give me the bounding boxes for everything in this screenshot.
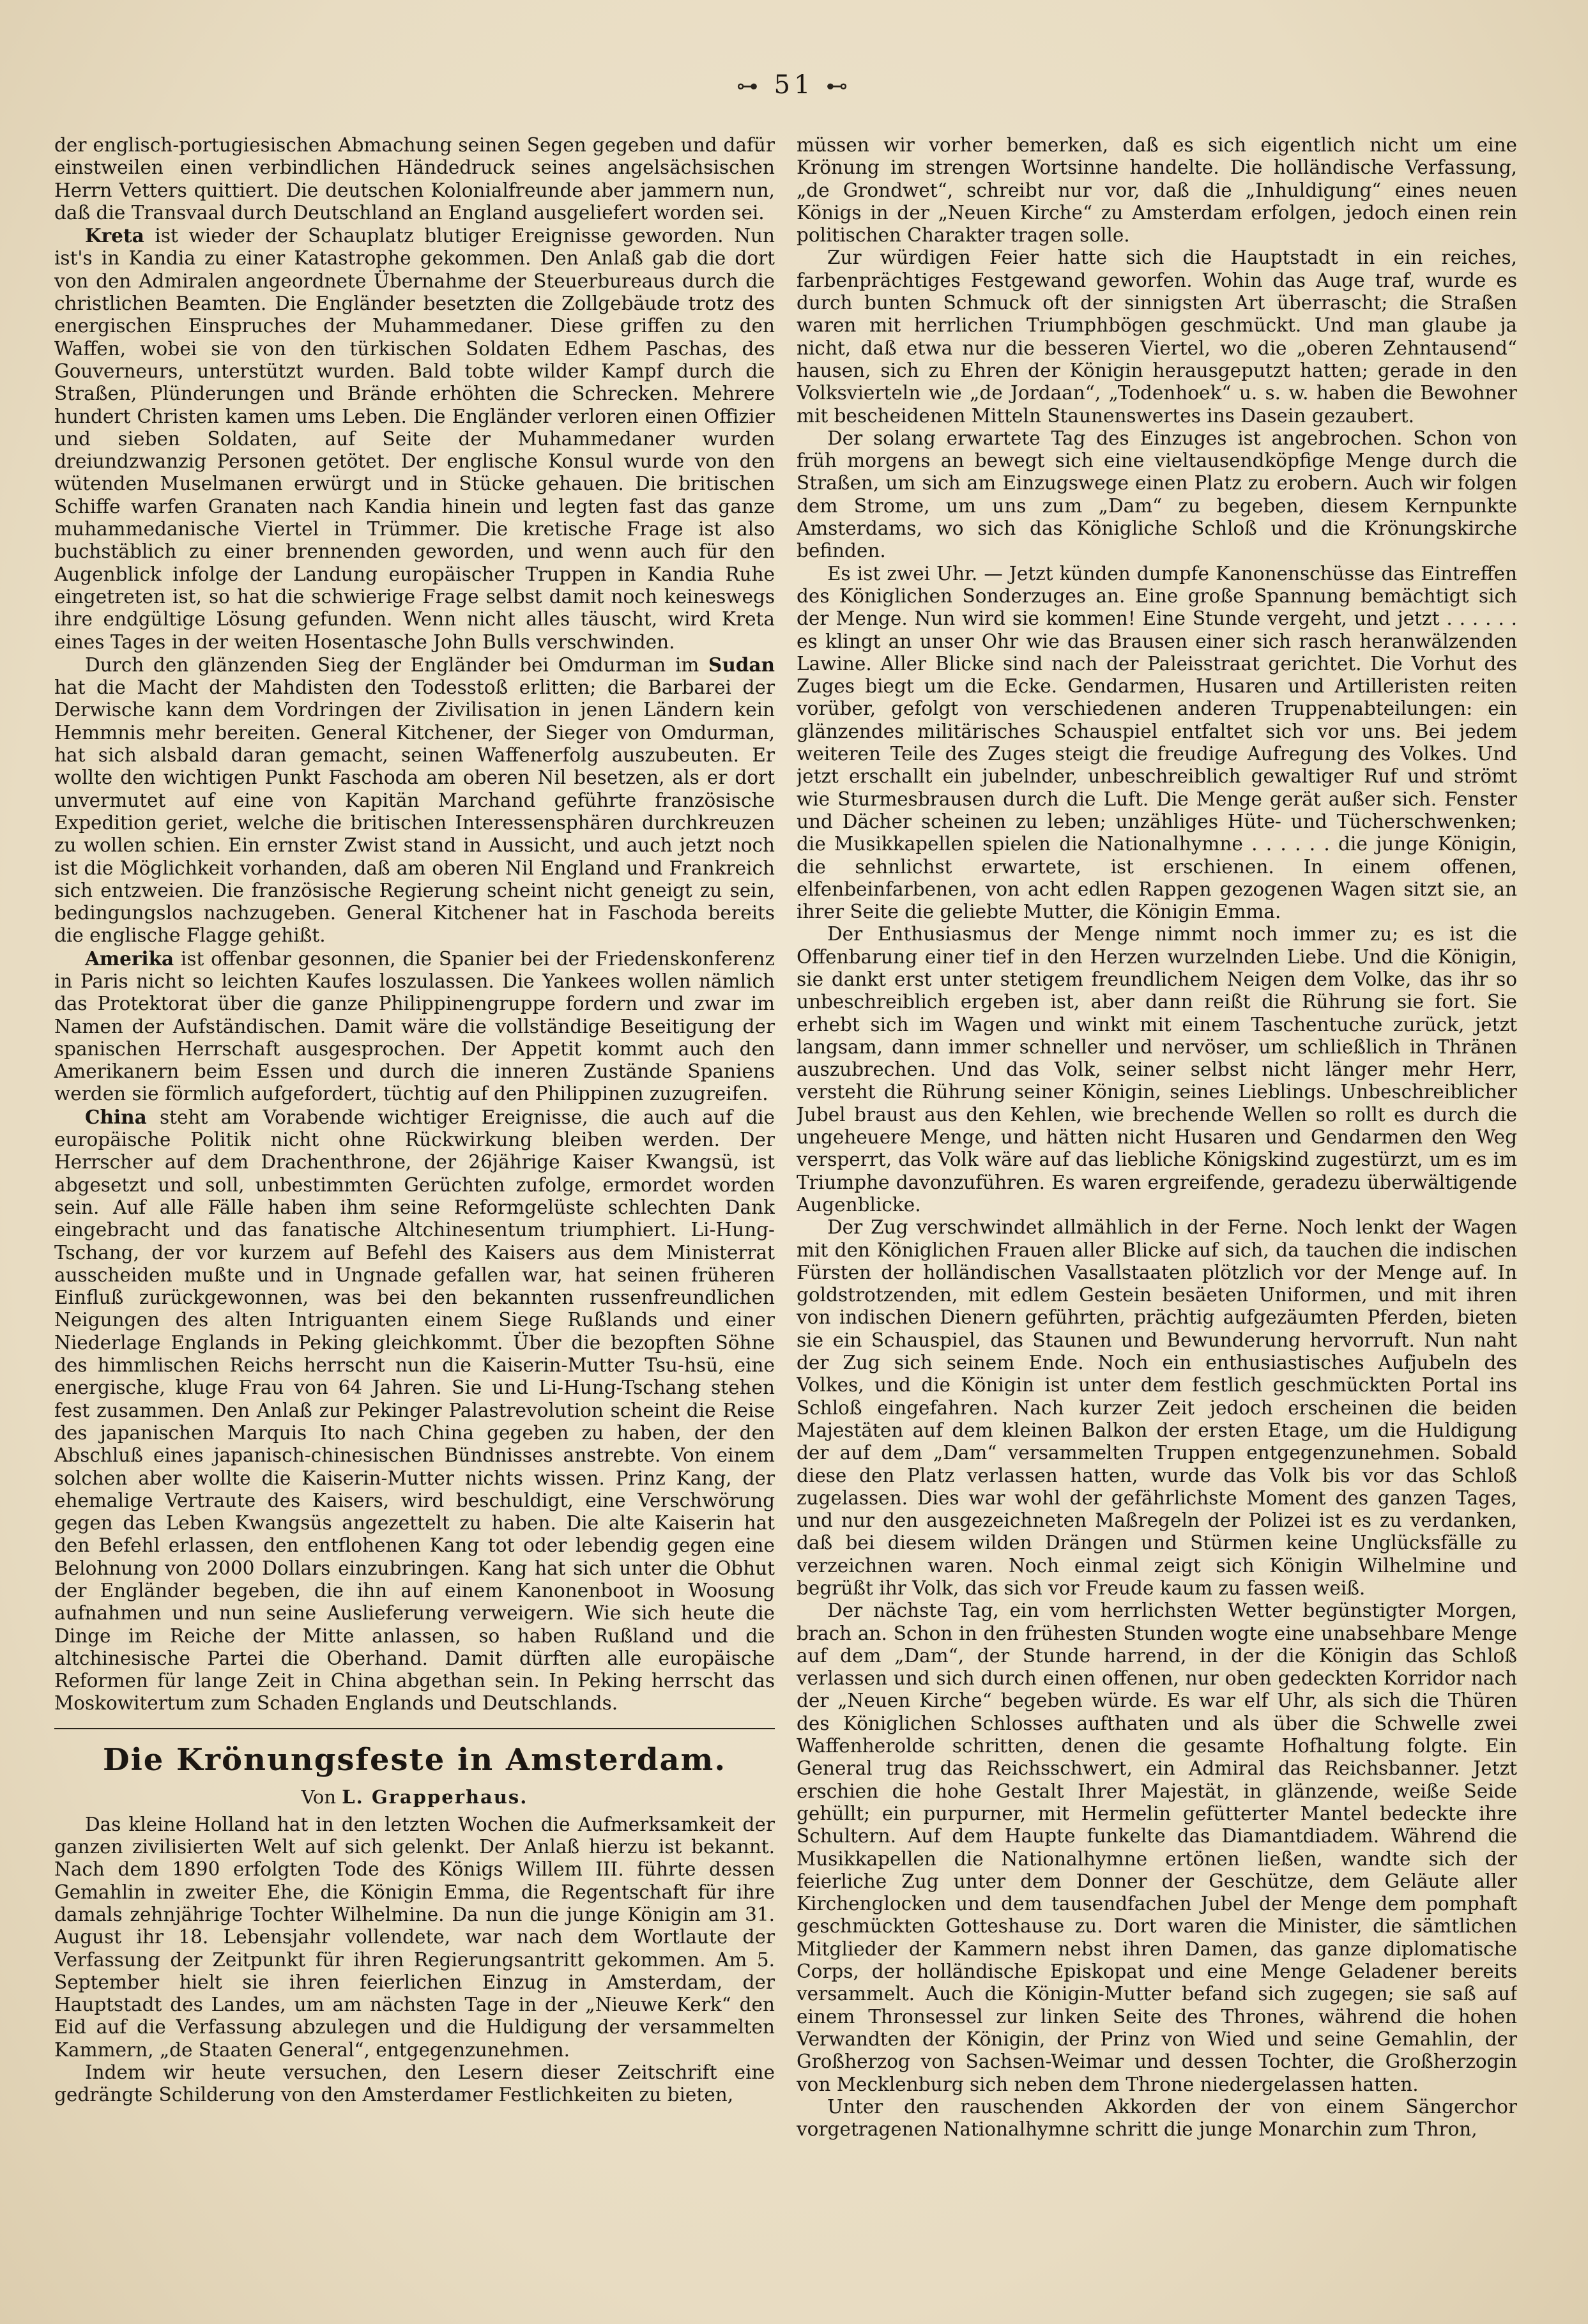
paragraph-text: steht am Vorabende wichtiger Ereignisse, die auch auf die europäische Politik nicht ohne Rückwirkung bleiben werden. Der Herrscher auf dem Drachenthrone, der 26jährige Kaiser Kwangsü, ist abgesetzt und soll, unbestimmten Gerüchten zufolge, ermordet worden sein. Auf alle Fälle haben ihm seine Reformgelüste schlechten Dank eingebracht und das fanatische Altchinesentum triumphiert. Li-Hung-Tschang, der vor kurzem auf Befehl des Kaisers aus dem Ministerrat ausscheiden mußte und in Ungnade gefallen war, hat seinen früheren Einfluß zurückgewonnen, was bei den bekannten russenfreundlichen Neigungen des alten Intriguanten einem Siege Rußlands und einer Niederlage Englands in Peking gleichkommt. Über die bezopften Söhne des himmlischen Reichs herrscht nun die Kaiserin-Mutter Tsu-hsü, eine energische, kluge Frau von 64 Jahren. Sie und Li-Hung-Tschang stehen fest zusammen. Den Anlaß zur Pekinger Palastrevolution scheint die Reise des japanischen Marquis Ito nach China gegeben zu haben, der den Abschluß eines japanisch-chinesischen Bündnisses anstrebte. Von einem solchen aber wollte die Kaiserin-Mutter nichts wissen. Prinz Kang, der ehemalige Vertraute des Kaisers, wird beschuldigt, eine Verschwörung gegen das Leben Kwangsüs angezettelt zu haben. Die alte Kaiserin hat den Befehl erlassen, den entflohenen Kang tot oder lebendig gegen eine Belohnung von 2000 Dollars einzubringen. Kang hat sich unter die Obhut der Engländer begeben, die ihn auf einem Kanonenboot in Woosung aufnahmen und nun seine Auslieferung verweigern. Wie sich heute die Dinge im Reiche der Mitte anlassen, so haben Rußland und die altchinesische Partei die Oberhand. Damit dürften alle europäische Reformen für lange Zeit in China abgethan sein. In Peking herrscht das Moskowitertum zum Schaden Englands und Deutschlands. <box>54 1106 775 1715</box>
paragraph: Der solang erwartete Tag des Einzuges ist angebrochen. Schon von früh morgens an bewegt sich eine vieltausendköpfige Menge durch die Straßen, um sich am Einzugswege einen Platz zu erobern. Auch wir folgen dem Strome, um uns zum „Dam“ zu begeben, diesem Kernpunkte Amsterdams, wo sich das Königliche Schloß und die Krönungskirche befinden. <box>797 427 1517 562</box>
paragraph-amerika <box>54 947 775 1106</box>
byline-prefix: Von <box>301 1785 337 1808</box>
paragraph-text: ist wieder der Schauplatz blutiger Ereignisse geworden. Nun ist's in Kandia zu einer Katastrophe gekommen. Den Anlaß gab die dort von den Admiralen angeordnete Übernahme der Steuerbureaus durch die christlichen Beamten. Die Engländer besetzten die Zollgebäude trotz des energischen Einspruches der Muhammedaner. Diese griffen zu den Waffen, wobei sie von den türkischen Soldaten Edhem Paschas, des Gouverneurs, unterstützt wurden. Bald tobte wilder Kampf durch die Straßen, Plünderungen und Brände erhöhten die Schrecken. Mehrere hundert Christen kamen ums Leben. Die Engländer verloren einen Offizier und sieben Soldaten, auf Seite der Muhammedaner wurden dreiundzwanzig Personen getötet. Der englische Konsul wurde von den wütenden Muselmanen erwürgt und in Stücke gehauen. Die britischen Schiffe warfen Granaten nach Kandia hinein und legten fast das ganze muhammedanische Viertel in Trümmer. Die kretische Frage ist also buchstäblich zu einer brennenden geworden, und wenn auch für den Augenblick infolge der Landung europäischer Truppen in Kandia Ruhe eingetreten ist, so hat die schwierige Frage selbst damit noch keineswegs ihre endgültige Lösung gefunden. Wenn nicht alles täuscht, wird Kreta eines Tages in der weiten Hosentasche John Bulls verschwinden. <box>54 225 775 653</box>
paragraph: Das kleine Holland hat in den letzten Wochen die Aufmerksamkeit der ganzen zivilisierten Welt auf sich gelenkt. Der Anlaß hierzu ist bekannt. Nach dem 1890 erfolgten Tode des Königs Willem III. führte dessen Gemahlin in zweiter Ehe, die Königin Emma, die Regentschaft für ihre damals zehnjährige Tochter Wilhelmine. Da nun die junge Königin am 31. August ihr 18. Lebensjahr vollendete, war nach dem Wortlaute der Verfassung der Zeitpunkt für ihren Regierungsantritt gekommen. Am 5. September hielt sie ihren feierlichen Einzug in Amsterdam, der Hauptstadt des Landes, um am nächsten Tage in der „Nieuwe Kerk“ den Eid auf die Verfassung abzulegen und die Huldigung der versammelten Kammern, „de Staaten General“, entgegenzunehmen. <box>54 1813 775 2061</box>
keyword-china: China <box>85 1105 147 1128</box>
page-number: 51 <box>774 70 814 100</box>
paragraph-text: ist offenbar gesonnen, die Spanier bei der Friedenskonferenz in Paris nicht so leichten Kaufes loszulassen. Die Yankees wollen nämlich das Protektorat über die ganze Philippinengruppe fordern und zwar im Namen der Aufständischen. Damit wäre die vollständige Beseitigung der spanischen Herrschaft ausgesprochen. Der Appetit kommt auch den Amerikanern beim Essen und durch die inneren Zustände Spaniens werden sie förmlich aufgefordert, tüchtig auf den Philippinen zuzugreifen. <box>54 947 775 1105</box>
paragraph-kreta <box>54 224 775 654</box>
paragraph: Der nächste Tag, ein vom herrlichsten Wetter begünstigter Morgen, brach an. Schon in den frühesten Stunden wogte eine unabsehbare Menge auf dem „Dam“, der Stunde harrend, in der die Königin das Schloß verlassen und sich durch einen offenen, nur oben gedeckten Korridor nach der „Neuen Kirche“ begeben würde. Es war elf Uhr, als sich die Thüren des Königlichen Schlosses aufthaten und als über die Schwelle zwei Waffenherolde schritten, denen die gesamte Hofhaltung folgte. Ein General trug das Reichsschwert, ein Admiral das Reichsbanner. Jetzt erschien die hohe Gestalt Ihrer Majestät, in glänzende, weiße Seide gehüllt; ein purpurner, mit Hermelin gefütterter Mantel bedeckte ihre Schultern. Auf dem Haupte funkelte das Diamantdiadem. Während die Musikkapellen die Nationalhymne ertönen ließen, wandte sich der feierliche Zug unter dem Donner der Geschütze, dem Geläute aller Kirchenglocken und dem tausendfachen Jubel der Menge dem pomphaft geschmückten Gotteshause zu. Dort waren die Minister, die sämtlichen Mitglieder der Kammern nebst ihren Damen, das ganze diplomatische Corps, der holländische Episkopat und eine Menge Geladener bereits versammelt. Auch die Königin-Mutter befand sich zugegen; sie saß auf einem Thronsessel zur linken Seite des Thrones, während die hohen Verwandten der Königin, der Prinz von Wied und seine Gemahlin, der Großherzog von Sachsen-Weimar und dessen Tochter, die Großherzogin von Mecklenburg sich neben dem Throne niedergelassen hatten. <box>797 1600 1517 2095</box>
keyword-sudan: Sudan <box>708 653 775 676</box>
paragraph: Der Enthusiasmus der Menge nimmt noch immer zu; es ist die Offenbarung einer tief in den Herzen wurzelnden Liebe. Und die Königin, sie dankt erst unter stetigem freundlichem Neigen dem Volke, das ihr so unbeschreiblich ergeben ist, aber dann reißt die Rührung sie fort. Sie erhebt sich im Wagen und winkt mit einem Taschentuche zurück, jetzt langsam, dann immer schneller und nervöser, um schließlich in Thränen auszubrechen. Und das Volk, seiner selbst nicht länger mehr Herr, versteht die Rührung seiner Königin, seines Lieblings. Unbeschreiblicher Jubel braust aus den Kehlen, wie brechende Wellen so rollt es durch die ungeheuere Menge, und hätten nicht Husaren und Gendarmen den Weg versperrt, das Volk wäre auf das liebliche Königskind zugestürzt, um es im Triumphe davonzuführen. Es waren ergreifende, geradezu überwältigende Augenblicke. <box>797 923 1517 1216</box>
section-divider <box>54 1728 775 1729</box>
paragraph: müssen wir vorher bemerken, daß es sich eigentlich nicht um eine Krönung im strengen Wortsinne handelte. Die holländische Verfassung, „de Grondwet“, schreibt nur vor, daß die „Inhuldigung“ eines neuen Königs in der „Neuen Kirche“ zu Amsterdam erfolgen, jedoch einen rein politischen Charakter tragen solle. <box>797 134 1517 247</box>
paragraph: Unter den rauschenden Akkorden der von einem Sängerchor vorgetragenen Nationalhymne schritt die junge Monarchin zum Thron, <box>797 2095 1517 2141</box>
right-column <box>797 134 1517 2293</box>
byline-author: L. Grapperhaus. <box>342 1785 528 1808</box>
paragraph-sudan <box>54 654 775 947</box>
paragraph-text: Durch den glänzenden Sieg der Engländer bei Omdurman im <box>85 654 699 676</box>
left-ornament-icon: ⊶ <box>736 73 762 99</box>
article-title: Die Krönungsfeste in Amsterdam. <box>102 1741 727 1778</box>
paragraph: Indem wir heute versuchen, den Lesern dieser Zeitschrift eine gedrängte Schilderung von den Amsterdamer Festlichkeiten zu bieten, <box>54 2061 775 2106</box>
paragraph-text: hat die Macht der Mahdisten den Todesstoß erlitten; die Barbarei der Derwische kann dem Vordringen der Zivilisation in jenen Ländern kein Hemmnis mehr bereiten. General Kitchener, der Sieger von Omdurman, hat sich alsbald daran gemacht, seinen Waffenerfolg auszubeuten. Er wollte den wichtigen Punkt Faschoda am oberen Nil besetzen, als er dort unvermutet auf eine von Kapitän Marchand geführte französische Expedition geriet, welche die britischen Interessensphären durchkreuzen zu wollen schien. Ein ernster Zwist stand in Aussicht, und auch jetzt noch ist die Möglichkeit vorhanden, daß am oberen Nil England und Frankreich sich entzweien. Die französische Regierung scheint nicht geneigt zu sein, bedingungslos nachzugeben. General Kitchener hat in Faschoda bereits die englische Flagge gehißt. <box>54 677 775 947</box>
paragraph: Zur würdigen Feier hatte sich die Hauptstadt in ein reiches, farbenprächtiges Festgewand geworfen. Wohin das Auge traf, wurde es durch bunten Schmuck oft der sinnigsten Art überrascht; die Straßen waren mit herrlichen Triumphbögen geschmückt. Und man glaube ja nicht, daß etwa nur die besseren Viertel, wo die „oberen Zehntausend“ hausen, sich zu Ehren der Königin herausgeputzt hatten; gerade in den Volksvierteln wie „de Jordaan“, „Todenhoek“ u. s. w. haben die Bewohner mit bescheidenen Mitteln Staunenswertes ins Dasein gezaubert. <box>797 247 1517 427</box>
keyword-kreta: Kreta <box>85 224 144 247</box>
page-header <box>0 70 1588 100</box>
byline <box>54 1784 775 1810</box>
right-ornament-icon: ⊷ <box>826 73 852 99</box>
paragraph: Der Zug verschwindet allmählich in der Ferne. Noch lenkt der Wagen mit den Königlichen Frauen aller Blicke auf sich, da tauchen die indischen Fürsten der holländischen Vasallstaaten plötzlich vor der Menge auf. In goldstrotzenden, mit edlem Gestein besäeten Uniformen, und mit ihren von indischen Dienern geführten, prächtig aufgezäumten Pferden, bieten sie ein Schauspiel, das Staunen und Bewunderung hervorruft. Nun naht der Zug sich seinem Ende. Noch ein enthusiastisches Aufjubeln des Volkes, und die Königin ist unter dem festlich geschmückten Portal ins Schloß eingefahren. Nach kurzer Zeit jedoch erscheinen die beiden Majestäten auf dem kleinen Balkon der ersten Etage, um die Huldigung der auf dem „Dam“ versammelten Truppen entgegenzunehmen. Sobald diese den Platz verlassen hatten, wurde das Volk bis vor das Schloß zugelassen. Dies war wohl der gefährlichste Moment des ganzen Tages, und nur den ausgezeichneten Maßregeln der Polizei ist es zu verdanken, daß bei diesem wilden Drängen und Stürmen keine Unglücksfälle zu verzeichnen waren. Noch einmal zeigt sich Königin Wilhelmine und begrüßt ihr Volk, das sich vor Freude kaum zu fassen weiß. <box>797 1216 1517 1599</box>
paragraph: Es ist zwei Uhr. — Jetzt künden dumpfe Kanonenschüsse das Eintreffen des Königlichen Sonderzuges an. Eine große Spannung bemächtigt sich der Menge. Nun wird sie kommen! Eine Stunde vergeht, und jetzt . . . . . . es klingt an unser Ohr wie das Brausen einer sich rasch heranwälzenden Lawine. Aller Blicke sind nach der Paleisstraat gerichtet. Die Vorhut des Zuges biegt um die Ecke. Gendarmen, Husaren und Artilleristen reiten vorüber, gefolgt von verschiedenen anderen Truppenabteilungen: ein glänzendes militärisches Schauspiel entfaltet sich vor uns. Bei jedem weiteren Teile des Zuges steigt die freudige Aufregung des Volkes. Und jetzt erschallt ein jubelnder, unbeschreiblich gewaltiger Ruf und strömt wie Sturmesbrausen durch die Luft. Die Menge gerät außer sich. Fenster und Dächer scheinen zu leben; unzähliges Hüte- und Tücherschwenken; die Musikkapellen spielen die Nationalhymne . . . . . . die junge Königin, die sehnlichst erwartete, ist erschienen. In einem offenen, elfenbeinfarbenen, von acht edlen Rappen gezogenen Wagen sitzt sie, an ihrer Seite die geliebte Mutter, die Königin Emma. <box>797 562 1517 923</box>
paragraph-china <box>54 1106 775 1715</box>
left-column <box>54 134 775 2293</box>
keyword-amerika: Amerika <box>85 947 174 970</box>
paragraph: der englisch-portugiesischen Abmachung seinen Segen gegeben und dafür einstweilen einen verbindlichen Händedruck seines angelsächsischen Herrn Vetters quittiert. Die deutschen Kolonialfreunde aber jammern nun, daß die Transvaal durch Deutschland an England ausgeliefert worden sei. <box>54 134 775 224</box>
